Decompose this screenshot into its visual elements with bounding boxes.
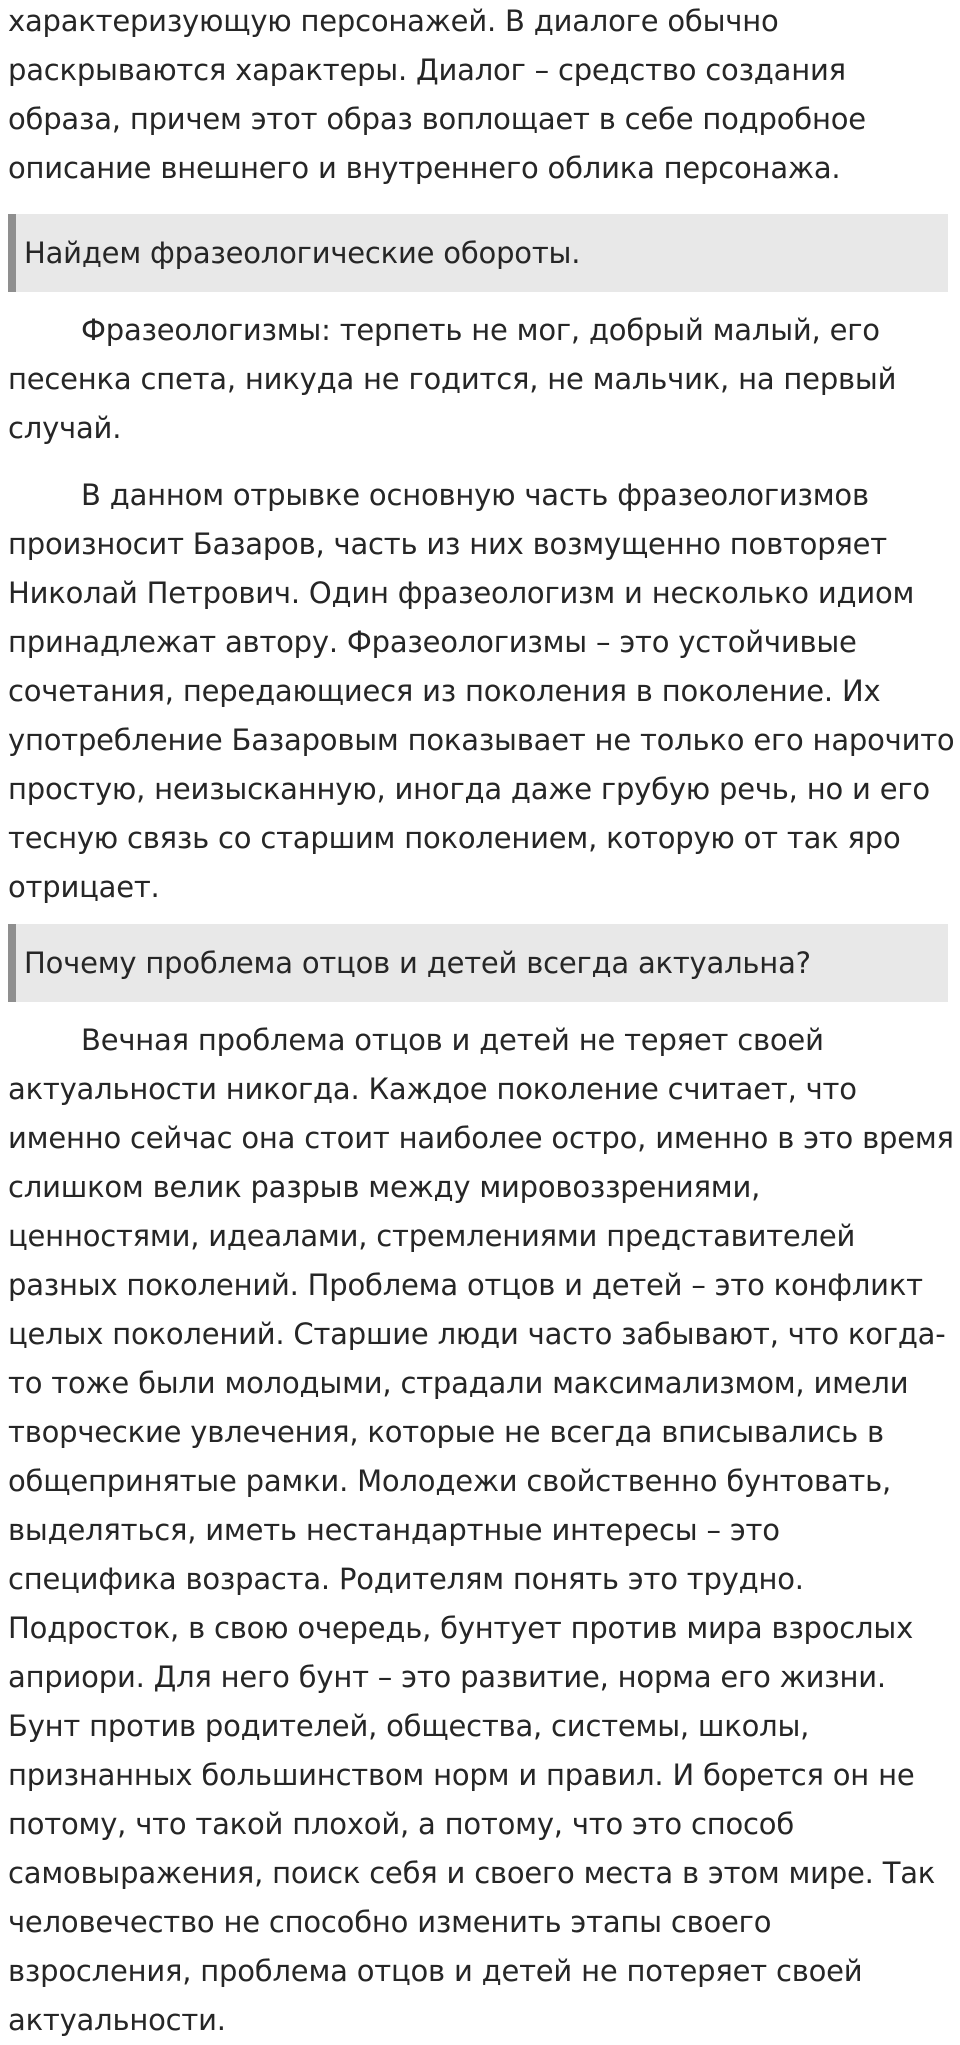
phraseology-analysis-paragraph: В данном отрывке основную часть фразеологизмов произносит Базаров, часть из них возмущенно повторяет Николай Петрович. Один фразеологизм и несколько идиом принадлежат автору. Фразеологизмы – это устойчивые сочетания, передающиеся из поколения в поколение. Их употребление Базаровым показывает не только его нарочито простую, неизысканную, иногда даже грубую речь, но и его тесную связь со старшим поколением, которую от так яро отрицает.	[8, 478, 955, 904]
section-heading-phraseology	[8, 214, 948, 292]
section-heading-generations	[8, 924, 948, 1002]
section-heading-text: Найдем фразеологические обороты.	[24, 236, 581, 270]
section-heading-text: Почему проблема отцов и детей всегда актуальна?	[24, 946, 811, 980]
generations-paragraph: Вечная проблема отцов и детей не теряет своей актуальности никогда. Каждое поколение считает, что именно сейчас она стоит наиболее остро, именно в это время слишком велик разрыв между мировоззрениями, ценностями, идеалами, стремлениями представителей разных поколений. Проблема отцов и детей – это конфликт целых поколений. Старшие люди часто забывают, что когда-то тоже были молодыми, страдали максимализмом, имели творческие увлечения, которые не всегда вписывались в общепринятые рамки. Молодежи свойственно бунтовать, выделяться, иметь нестандартные интересы – это специфика возраста. Родителям понять это трудно. Подросток, в свою очередь, бунтует против мира взрослых априори. Для него бунт – это развитие, норма его жизни. Бунт против родителей, общества, системы, школы, признанных большинством норм и правил. И борется он не потому, что такой плохой, а потому, что это способ самовыражения, поиск себя и своего места в этом мире. Так человечество не способно изменить этапы своего взросления, проблема отцов и детей не потеряет своей актуальности.	[8, 1023, 954, 2037]
intro-paragraph: характеризующую персонажей. В диалоге обычно раскрываются характеры. Диалог – средство создания образа, причем этот образ воплощает в себе подробное описание внешнего и внутреннего облика персонажа.	[8, 4, 866, 185]
phraseology-list-paragraph: Фразеологизмы: терпеть не мог, добрый малый, его песенка спета, никуда не годится, не мальчик, на первый случай.	[8, 313, 897, 445]
